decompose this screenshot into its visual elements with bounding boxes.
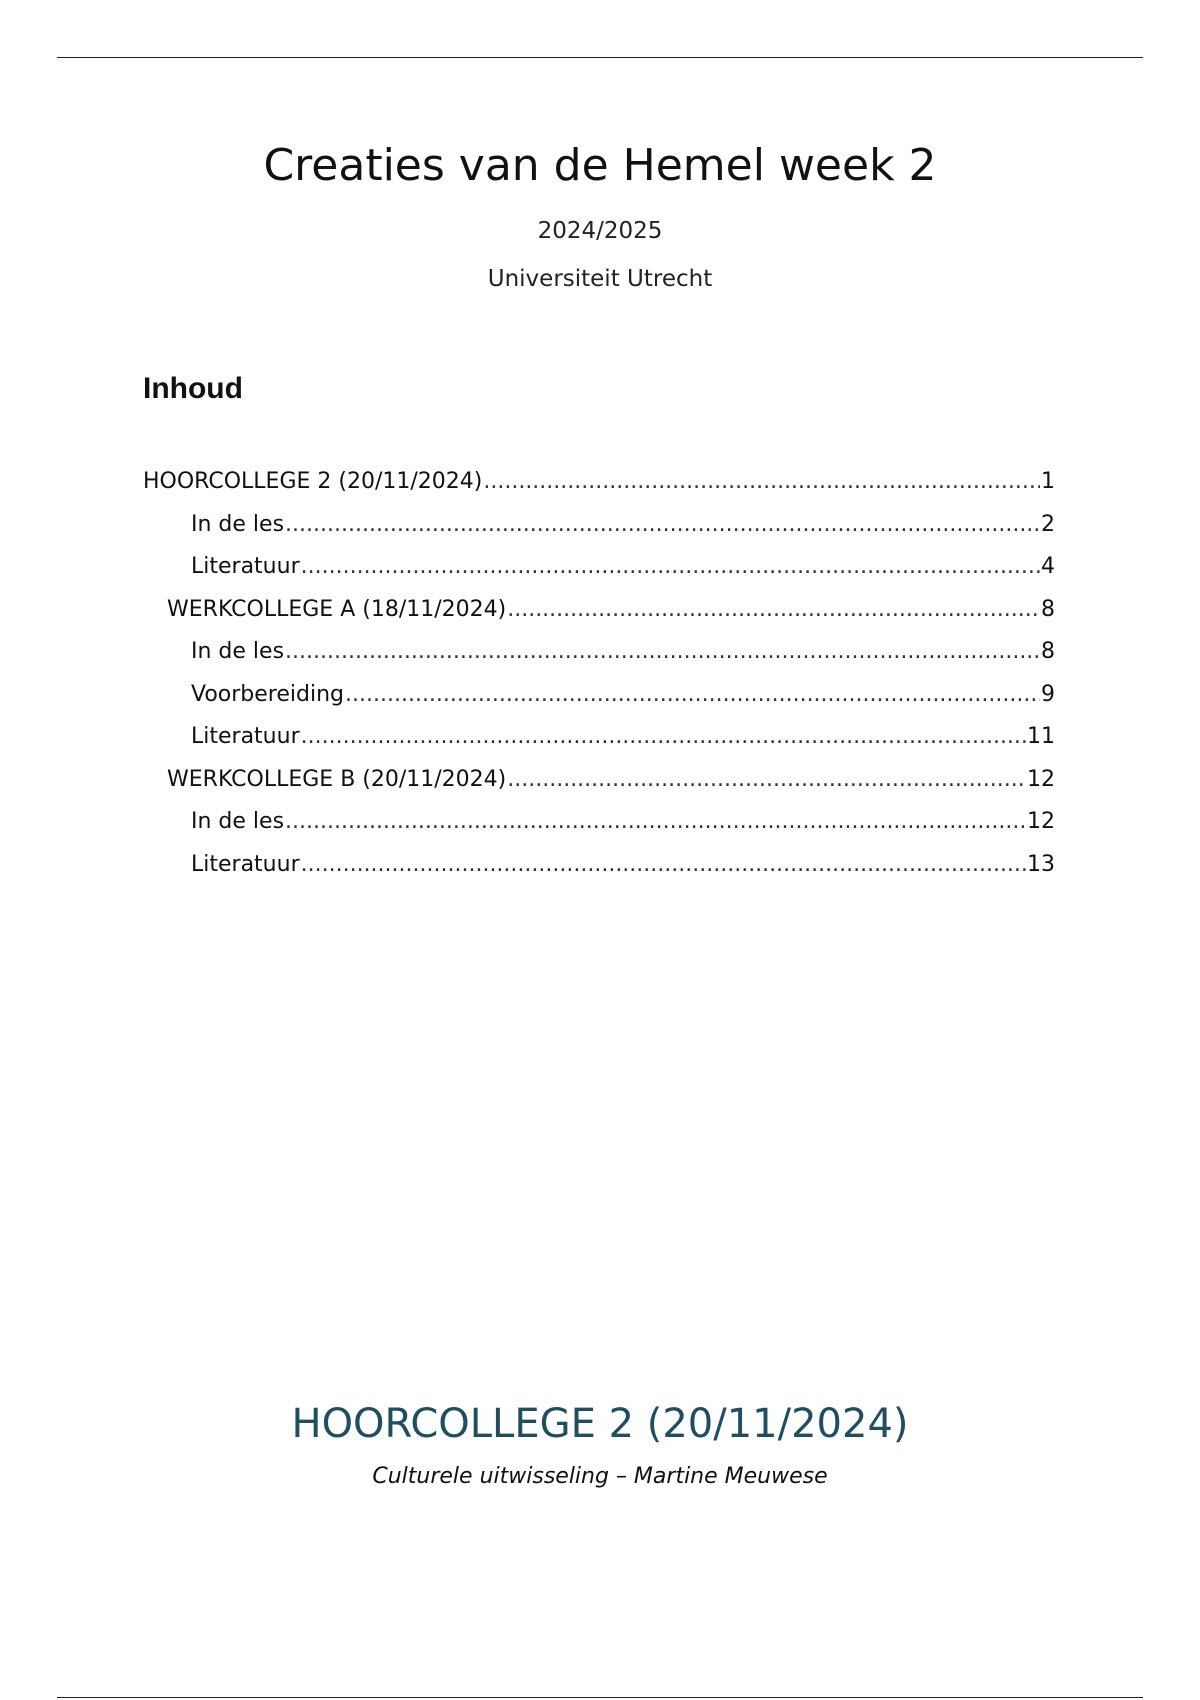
toc-entry-label: WERKCOLLEGE B (20/11/2024): [167, 766, 507, 792]
table-of-contents: [143, 469, 1055, 894]
toc-page-number: 11: [1027, 724, 1055, 749]
toc-page-number: 12: [1027, 766, 1055, 792]
toc-entry-label: Literatuur: [191, 724, 300, 749]
section-heading: HOORCOLLEGE 2 (20/11/2024): [291, 1401, 909, 1447]
toc-entry-werkcollege-b-literatuur[interactable]: [143, 852, 1055, 895]
toc-dot-leader: [483, 469, 1040, 494]
top-rule: [57, 57, 1143, 58]
toc-entry-werkcollege-a[interactable]: [143, 597, 1055, 640]
toc-dot-leader: [285, 639, 1040, 664]
toc-entry-werkcollege-b-in-de-les[interactable]: [143, 809, 1055, 852]
toc-dot-leader: [301, 554, 1040, 579]
toc-entry-werkcollege-a-literatuur[interactable]: [143, 724, 1055, 767]
toc-dot-leader: [507, 597, 1040, 622]
toc-entry-label: HOORCOLLEGE 2 (20/11/2024): [143, 469, 483, 494]
toc-heading: Inhoud: [143, 372, 243, 405]
document-title: Creaties van de Hemel week 2: [263, 140, 937, 191]
toc-entry-hoorcollege-2[interactable]: [143, 469, 1055, 512]
bottom-rule: [57, 1697, 1143, 1698]
toc-page-number: 12: [1027, 809, 1055, 834]
toc-dot-leader: [345, 682, 1040, 707]
toc-entry-label: In de les: [191, 511, 285, 537]
toc-dot-leader: [301, 852, 1026, 877]
toc-entry-hoorcollege-literatuur[interactable]: [143, 554, 1055, 597]
toc-page-number: 13: [1027, 851, 1055, 877]
toc-entry-werkcollege-a-voorbereiding[interactable]: [143, 682, 1055, 725]
toc-entry-label: Voorbereiding: [191, 681, 345, 707]
academic-year: 2024/2025: [537, 218, 663, 244]
section-subtitle: Culturele uitwisseling – Martine Meuwese: [372, 1464, 828, 1489]
toc-entry-label: In de les: [191, 809, 285, 834]
toc-page-number: 1: [1041, 469, 1055, 494]
toc-entry-label: Literatuur: [191, 851, 300, 877]
toc-dot-leader: [285, 809, 1026, 834]
toc-dot-leader: [507, 767, 1026, 792]
toc-entry-hoorcollege-in-de-les[interactable]: [143, 512, 1055, 555]
toc-page-number: 4: [1041, 554, 1055, 579]
toc-dot-leader: [285, 512, 1040, 537]
toc-page-number: 8: [1041, 596, 1055, 622]
toc-entry-werkcollege-b[interactable]: [143, 767, 1055, 810]
organization-name: Universiteit Utrecht: [487, 266, 713, 292]
toc-entry-label: In de les: [191, 639, 285, 664]
toc-dot-leader: [301, 724, 1026, 749]
toc-page-number: 9: [1041, 681, 1055, 707]
toc-page-number: 2: [1041, 511, 1055, 537]
toc-entry-label: Literatuur: [191, 554, 300, 579]
toc-entry-label: WERKCOLLEGE A (18/11/2024): [167, 596, 507, 622]
toc-page-number: 8: [1041, 639, 1055, 664]
toc-entry-werkcollege-a-in-de-les[interactable]: [143, 639, 1055, 682]
